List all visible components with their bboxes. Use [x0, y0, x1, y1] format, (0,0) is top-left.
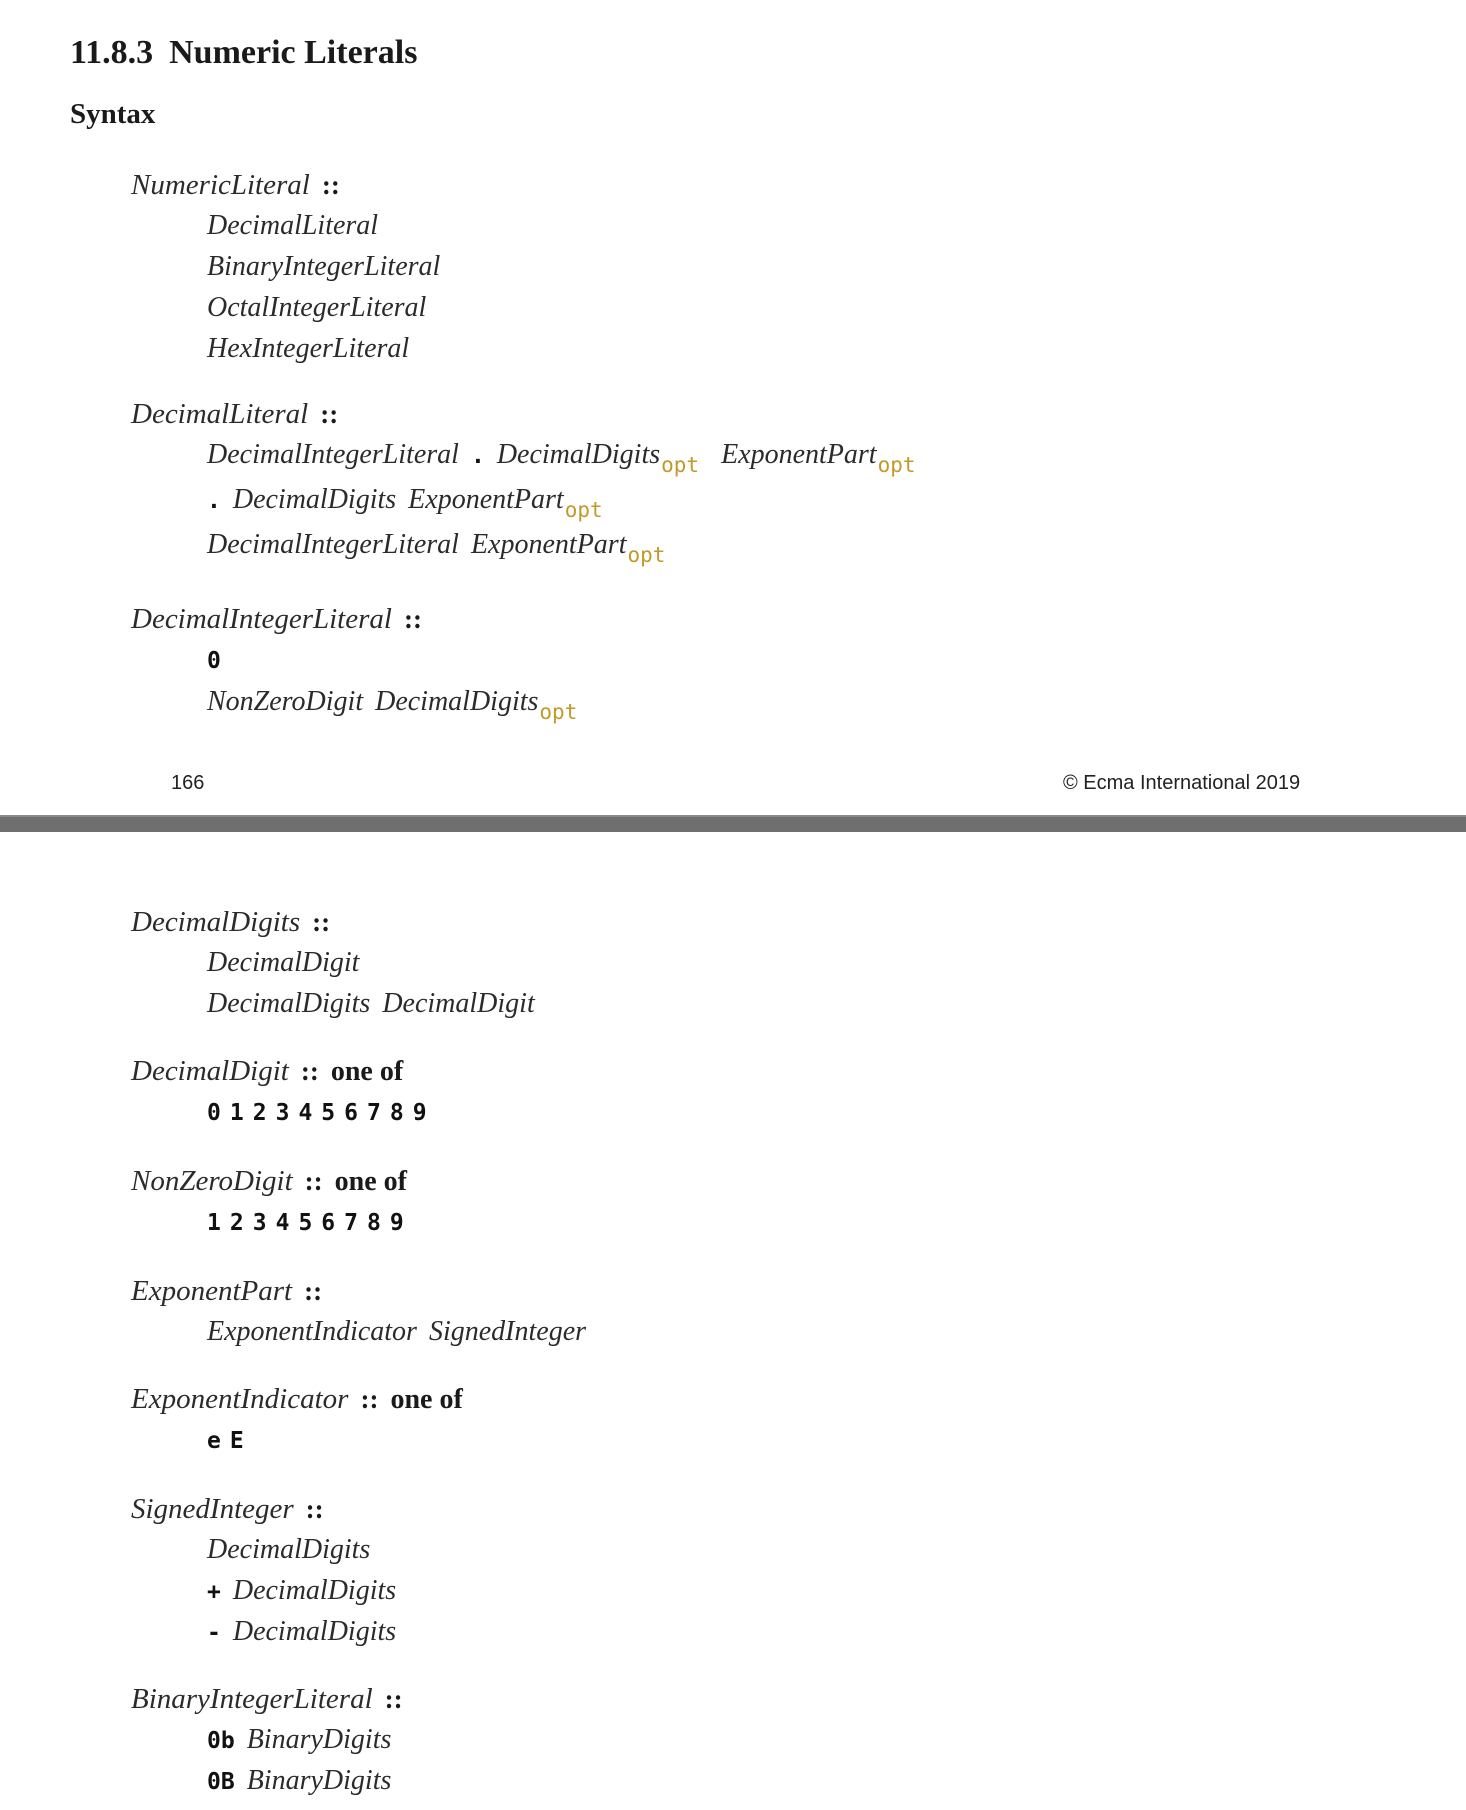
- nonterminal-ref: SignedInteger: [428, 1316, 587, 1347]
- terminal-dot: .: [207, 488, 221, 514]
- terminal-digit: 6: [344, 1100, 359, 1126]
- nonterminal-ref: NonZeroDigit: [207, 686, 364, 717]
- pdf-page-167: [0, 832, 1466, 1810]
- nonterminal-name: ExponentPart: [131, 1275, 293, 1307]
- nonterminal-ref: HexIntegerLiteral: [207, 333, 410, 364]
- production-decimal-digits: [131, 902, 535, 1024]
- nonterminal-ref: DecimalDigits: [232, 484, 397, 515]
- production-rhs: [131, 1611, 396, 1652]
- nonterminal-ref: ExponentPart: [721, 439, 877, 470]
- grammar-separator: ::: [321, 170, 340, 200]
- section-heading: [70, 28, 417, 78]
- nonterminal-ref: DecimalDigits: [207, 1534, 371, 1565]
- section-title: Numeric Literals: [169, 34, 418, 71]
- production-exponent-part: [131, 1271, 586, 1352]
- production-rhs: [131, 246, 440, 287]
- optional-marker: opt: [627, 543, 666, 567]
- terminal-prefix: 0B: [207, 1769, 235, 1795]
- production-rhs: [131, 1570, 396, 1611]
- nonterminal-ref: DecimalDigits: [232, 1575, 397, 1606]
- production-rhs: [131, 287, 440, 328]
- page-number: 166: [171, 772, 205, 794]
- nonterminal-ref: ExponentPart: [408, 484, 564, 515]
- nonterminal-name: SignedInteger: [131, 1493, 294, 1525]
- optional-marker: opt: [539, 700, 578, 724]
- terminal-char: E: [229, 1428, 244, 1454]
- one-of-keyword: one of: [330, 1056, 404, 1087]
- production-lhs: [131, 165, 440, 205]
- grammar-separator: ::: [304, 1166, 323, 1196]
- terminal-list: [131, 1419, 463, 1460]
- section-number: 11.8.3: [70, 34, 154, 71]
- production-rhs: [131, 681, 577, 722]
- nonterminal-name: BinaryIntegerLiteral: [131, 1683, 373, 1715]
- terminal-digit: 5: [321, 1100, 336, 1126]
- production-decimal-literal: [131, 394, 916, 565]
- production-lhs: [131, 1271, 586, 1311]
- grammar-separator: ::: [312, 907, 331, 937]
- terminal-digit: 6: [321, 1210, 336, 1236]
- grammar-separator: ::: [360, 1384, 379, 1414]
- production-lhs: [131, 1489, 396, 1529]
- one-of-keyword: one of: [334, 1166, 407, 1197]
- terminal-digit: 4: [275, 1210, 290, 1236]
- production-decimal-digit: [131, 1051, 436, 1132]
- nonterminal-name: NonZeroDigit: [131, 1165, 293, 1197]
- terminal-digit: 9: [389, 1210, 404, 1236]
- terminal-digit: 7: [344, 1210, 359, 1236]
- production-rhs: [131, 434, 916, 475]
- nonterminal-ref: DecimalIntegerLiteral: [207, 529, 459, 560]
- grammar-separator: ::: [305, 1494, 324, 1524]
- nonterminal-ref: ExponentIndicator: [207, 1316, 417, 1347]
- nonterminal-name: DecimalIntegerLiteral: [131, 603, 392, 635]
- grammar-separator: ::: [384, 1684, 403, 1714]
- nonterminal-ref: ExponentPart: [470, 529, 627, 560]
- production-signed-integer: [131, 1489, 396, 1652]
- terminal-list: [131, 1091, 436, 1132]
- terminal-digit: 0: [207, 1100, 221, 1126]
- grammar-separator: ::: [300, 1056, 319, 1086]
- nonterminal-ref: DecimalDigits: [232, 1616, 397, 1647]
- terminal-digit: 4: [298, 1100, 313, 1126]
- production-rhs: [131, 479, 916, 520]
- nonterminal-name: ExponentIndicator: [131, 1383, 349, 1415]
- production-rhs: [131, 1311, 586, 1352]
- terminal-digit: 3: [275, 1100, 290, 1126]
- optional-marker: opt: [564, 498, 603, 522]
- production-decimal-integer-literal: [131, 599, 577, 722]
- nonterminal-ref: DecimalIntegerLiteral: [207, 439, 459, 470]
- terminal-digit: 2: [252, 1100, 267, 1126]
- terminal-digit: 9: [412, 1100, 427, 1126]
- production-numeric-literal: [131, 165, 440, 369]
- production-rhs: [131, 942, 535, 983]
- grammar-separator: ::: [403, 604, 422, 634]
- terminal-digit: 8: [389, 1100, 404, 1126]
- terminal-digit: 7: [367, 1100, 381, 1126]
- production-rhs: [131, 205, 440, 246]
- production-lhs: [131, 394, 916, 434]
- production-binary-integer-literal: [131, 1679, 403, 1801]
- terminal-zero: 0: [207, 648, 221, 674]
- optional-marker: opt: [661, 453, 700, 477]
- nonterminal-name: DecimalDigits: [131, 906, 301, 938]
- production-lhs: [131, 1051, 436, 1091]
- production-lhs: [131, 902, 535, 942]
- terminal-digit: 1: [229, 1100, 244, 1126]
- terminal-digit: 5: [298, 1210, 313, 1236]
- terminal-minus: -: [207, 1620, 221, 1646]
- terminal-digit: 3: [252, 1210, 267, 1236]
- nonterminal-ref: BinaryDigits: [246, 1724, 392, 1755]
- nonterminal-name: DecimalLiteral: [131, 398, 309, 430]
- production-rhs: [131, 983, 535, 1024]
- terminal-plus: +: [207, 1579, 221, 1605]
- nonterminal-name: DecimalDigit: [131, 1055, 289, 1087]
- nonterminal-ref: DecimalDigits: [375, 686, 539, 717]
- pdf-page-166: [0, 0, 1466, 815]
- terminal-digit: 1: [207, 1210, 221, 1236]
- grammar-separator: ::: [320, 399, 339, 429]
- syntax-heading: Syntax: [70, 98, 156, 130]
- terminal-list: [131, 1201, 413, 1242]
- production-lhs: [131, 1379, 463, 1419]
- nonterminal-ref: OctalIntegerLiteral: [207, 292, 427, 323]
- grammar-separator: ::: [304, 1276, 323, 1306]
- production-lhs: [131, 1679, 403, 1719]
- production-rhs: [131, 328, 440, 369]
- terminal-digit: 8: [367, 1210, 381, 1236]
- nonterminal-ref: DecimalLiteral: [207, 210, 379, 241]
- terminal-digit: 2: [229, 1210, 244, 1236]
- production-rhs: [131, 1719, 403, 1760]
- page-break-divider: [0, 815, 1466, 832]
- production-rhs: [131, 639, 577, 680]
- nonterminal-ref: DecimalDigits: [496, 439, 661, 470]
- production-exponent-indicator: [131, 1379, 463, 1460]
- nonterminal-ref: BinaryIntegerLiteral: [207, 251, 441, 282]
- terminal-dot: .: [470, 443, 485, 469]
- one-of-keyword: one of: [390, 1384, 463, 1415]
- production-rhs: [131, 524, 916, 565]
- nonterminal-ref: DecimalDigit: [382, 988, 535, 1019]
- nonterminal-ref: DecimalDigit: [207, 947, 360, 978]
- nonterminal-ref: BinaryDigits: [246, 1765, 392, 1796]
- nonterminal-ref: DecimalDigits: [207, 988, 371, 1019]
- nonterminal-name: NumericLiteral: [131, 169, 310, 201]
- copyright-notice: © Ecma International 2019: [1063, 772, 1301, 794]
- production-rhs: [131, 1760, 403, 1801]
- optional-marker: opt: [877, 453, 916, 477]
- production-lhs: [131, 599, 577, 639]
- production-non-zero-digit: [131, 1161, 413, 1242]
- production-lhs: [131, 1161, 413, 1201]
- terminal-prefix: 0b: [207, 1728, 235, 1754]
- terminal-char: e: [207, 1428, 221, 1454]
- production-rhs: [131, 1529, 396, 1570]
